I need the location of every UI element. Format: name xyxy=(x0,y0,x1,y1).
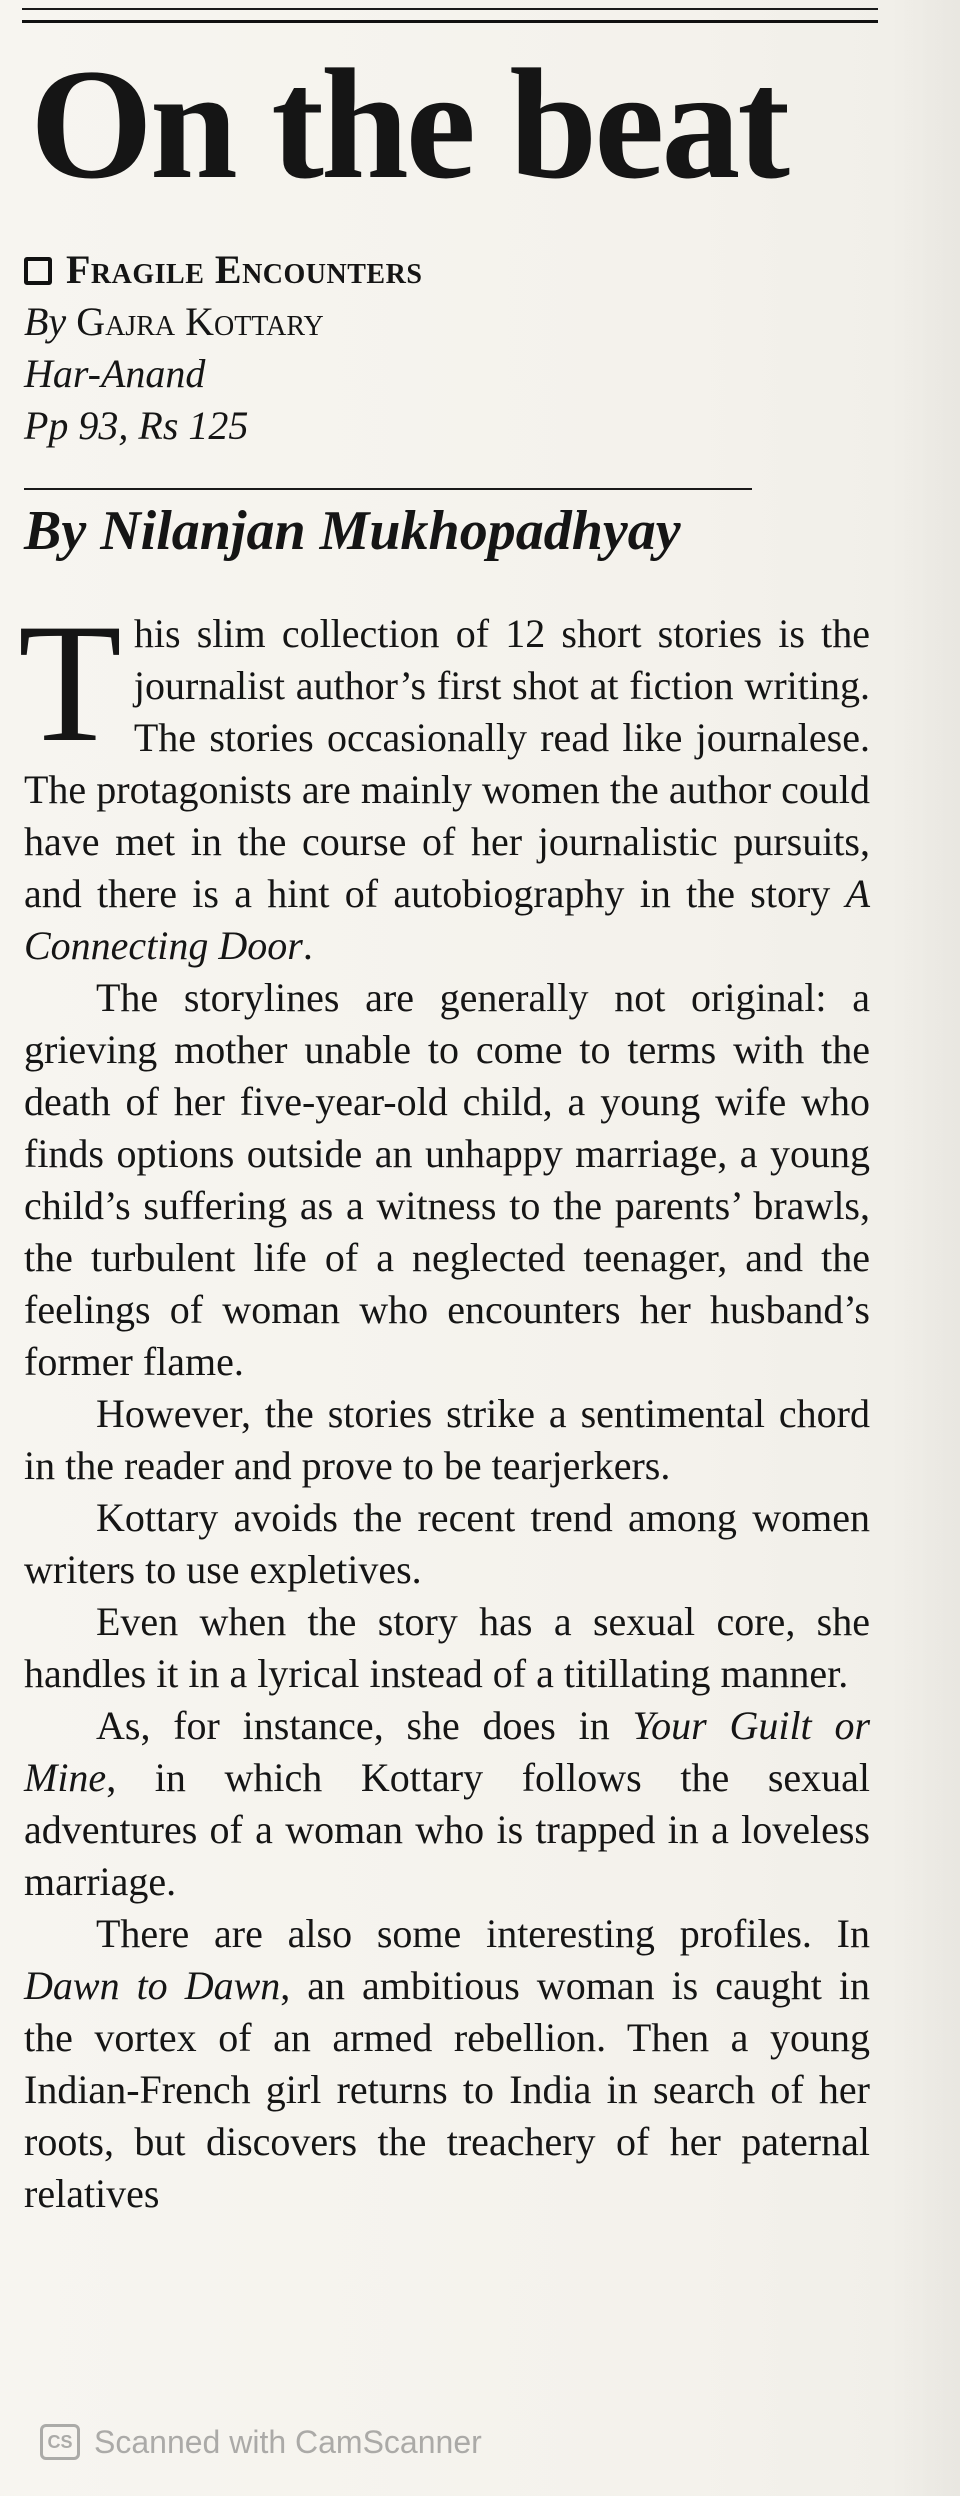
paragraph-6-end: , in which Kottary follows the sexual adventures of a woman who is trapped in a loveless marriage. xyxy=(24,1755,870,1904)
paragraph-4: Kottary avoids the recent trend among women writers to use expletives. xyxy=(24,1495,870,1592)
drop-cap: T xyxy=(18,589,122,777)
camscanner-icon: CS xyxy=(40,2424,80,2460)
book-author-line xyxy=(24,296,784,348)
paragraph-1-end: . xyxy=(302,923,313,968)
article-body xyxy=(18,589,871,2220)
reviewer-byline: By Nilanjan Mukhopadhyay xyxy=(24,500,681,562)
paragraph-3: However, the stories strike a sentimental chord in the reader and prove to be tearjerkers. xyxy=(24,1391,870,1488)
paragraph-5: Even when the story has a sexual core, she handles it in a lyrical instead of a titillating manner. xyxy=(24,1599,870,1696)
paragraph-6 xyxy=(24,1700,870,1908)
book-author: Gajra Kottary xyxy=(76,299,324,344)
book-title-line xyxy=(24,244,784,296)
story-title-connecting-door: A Connecting Door xyxy=(24,871,870,968)
by-label: By xyxy=(24,299,67,344)
watermark-text: Scanned with CamScanner xyxy=(94,2424,482,2460)
scan-margin xyxy=(890,0,960,2496)
paragraph-6-start: As, for instance, she does in xyxy=(96,1703,633,1748)
paragraph-1-text: his slim collection of 12 short stories is the journalist author’s first shot at fiction writing. The stories occasionally read like journalese. The protagonists are mainly women the author could have met in the course of her journalistic pursuits, and there is a hint of autobiography in the story xyxy=(24,611,870,916)
paragraph-1 xyxy=(18,589,870,972)
book-details xyxy=(24,244,784,452)
paragraph-7 xyxy=(24,1908,870,2220)
square-outline-icon xyxy=(24,257,52,285)
headline: On the beat xyxy=(30,37,787,212)
paragraph-7-end: , an ambitious woman is caught in the vortex of an armed rebellion. Then a young Indian-French girl returns to India in search of her roots, but discovers the treachery of her paternal relatives xyxy=(24,1963,870,2216)
top-rule-thick xyxy=(22,20,878,23)
book-publisher: Har-Anand xyxy=(24,351,206,396)
paragraph-7-start: There are also some interesting profiles. In xyxy=(96,1911,870,1956)
story-title-dawn-to-dawn: Dawn to Dawn xyxy=(24,1963,281,2008)
reviewer-rule xyxy=(24,488,752,490)
story-title-your-guilt-or-mine: Your Guilt or Mine xyxy=(24,1703,871,1800)
scanner-watermark xyxy=(40,2422,482,2462)
top-rule-thin xyxy=(22,8,878,10)
book-title: Fragile Encounters xyxy=(66,247,423,292)
paragraph-2: The storylines are generally not original: a grieving mother unable to come to terms with the death of her five-year-old child, a young wife who finds options outside an unhappy marriage, a young child’s suffering as a witness to the parents’ brawls, the turbulent life of a neglected teenager, and the feelings of woman who encounters her husband’s former flame. xyxy=(24,975,870,1384)
book-pages-price: Pp 93, Rs 125 xyxy=(24,403,249,448)
